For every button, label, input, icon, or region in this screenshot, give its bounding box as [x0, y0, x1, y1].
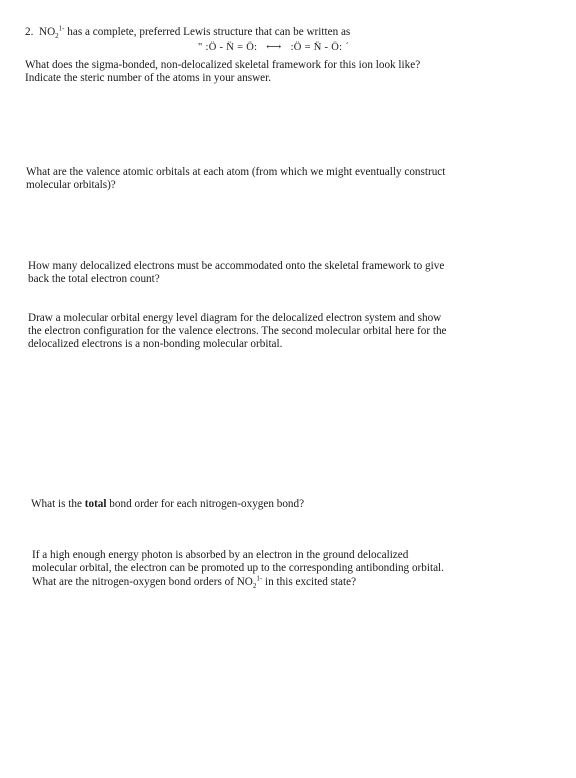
question-line: the electron configuration for the valence electrons. The second molecular orbital here for the: [28, 325, 447, 337]
formula: $NO_2^{1-}$: [38, 24, 65, 41]
emphasis-total: total: [84, 498, 107, 510]
question-line: What are the valence atomic orbitals at each atom (from which we might eventually construct: [26, 166, 446, 178]
problem-header: [25, 26, 350, 39]
question-line: Indicate the steric number of the atoms in your answer.: [25, 72, 272, 84]
resonance-arrow: ⟷: [266, 42, 282, 53]
question-line: What does the sigma-bonded, non-delocalized skeletal framework for this ion look like?: [25, 59, 421, 71]
lewis-trailing-mark: ´: [345, 42, 350, 53]
lewis-leading-mark: ": [198, 42, 203, 53]
question-total-bond-order: What is the total bond order for each nitrogen-oxygen bond?: [31, 498, 305, 510]
lewis-right-resonance: :Ö = N̈ - Ö:: [290, 42, 343, 53]
problem-intro: has a complete, preferred Lewis structure that can be written as: [67, 26, 351, 38]
question-line: delocalized electrons is a non-bonding molecular orbital.: [28, 338, 283, 350]
problem-number: 2.: [25, 26, 34, 38]
question-line: How many delocalized electrons must be accommodated onto the skeletal framework to give: [28, 260, 445, 272]
lewis-structure: [198, 41, 349, 53]
lewis-left-resonance: :Ö - N̈ = Ö:: [205, 42, 258, 53]
question-line: molecular orbital, the electron can be promoted up to the corresponding antibonding orbital.: [32, 562, 444, 574]
question-line: molecular orbitals)?: [26, 179, 116, 191]
question-line: What are the nitrogen-oxygen bond orders of $NO_2^{1-}$ in this excited state?: [32, 574, 357, 591]
question-line: If a high enough energy photon is absorbed by an electron in the ground delocalized: [32, 549, 409, 561]
question-line: back the total electron count?: [28, 273, 160, 285]
question-line: Draw a molecular orbital energy level diagram for the delocalized electron system and show: [28, 312, 442, 324]
